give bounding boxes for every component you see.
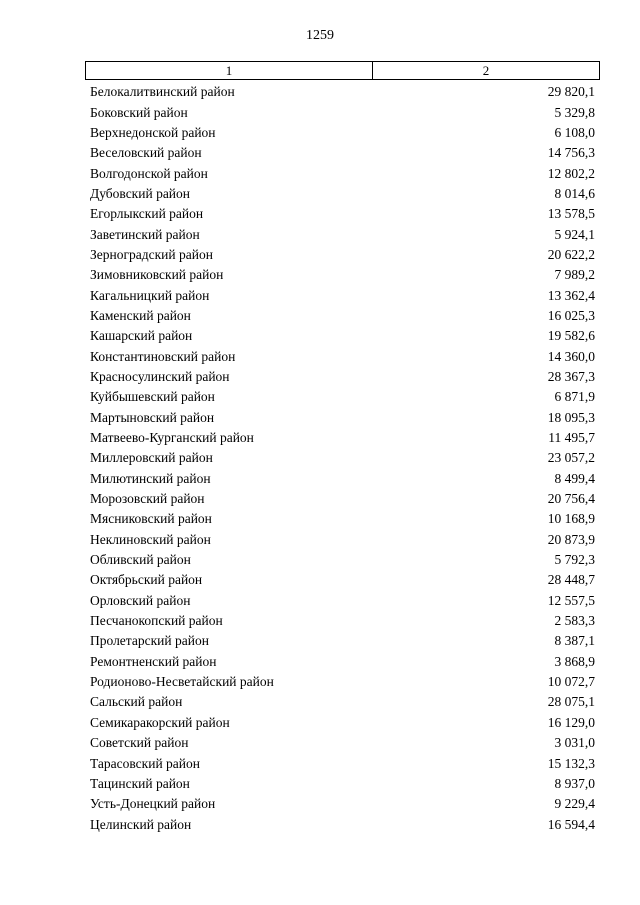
district-value: 5 792,3 [554, 552, 595, 568]
table-row [90, 184, 595, 204]
table-row [90, 652, 595, 672]
column-header-2: 2 [482, 62, 490, 78]
table-row [90, 753, 595, 773]
district-name: Константиновский район [90, 348, 236, 364]
table-body [90, 82, 595, 835]
district-value: 16 594,4 [547, 816, 595, 832]
table-row [90, 387, 595, 407]
table-row [90, 469, 595, 489]
district-name: Кашарский район [90, 328, 193, 344]
district-value: 6 108,0 [554, 124, 595, 140]
district-value: 5 924,1 [554, 226, 595, 242]
district-name: Верхнедонской район [90, 124, 216, 140]
district-value: 8 387,1 [554, 633, 595, 649]
table-row [90, 224, 595, 244]
district-name: Миллеровский район [90, 450, 213, 466]
district-name: Веселовский район [90, 145, 202, 161]
table-row [90, 306, 595, 326]
table-row [90, 591, 595, 611]
district-value: 7 989,2 [554, 267, 595, 283]
district-name: Зимовниковский район [90, 267, 224, 283]
district-name: Неклиновский район [90, 531, 211, 547]
district-value: 2 583,3 [554, 613, 595, 629]
district-value: 12 802,2 [547, 165, 595, 181]
district-name: Дубовский район [90, 185, 191, 201]
district-name: Обливский район [90, 552, 191, 568]
table-row [90, 448, 595, 468]
table-row [90, 285, 595, 305]
district-value: 8 937,0 [554, 775, 595, 791]
district-value: 6 871,9 [554, 389, 595, 405]
district-name: Сальский район [90, 694, 183, 710]
district-value: 16 129,0 [547, 714, 595, 730]
table-row [90, 82, 595, 102]
table-row [90, 489, 595, 509]
district-name: Орловский район [90, 592, 191, 608]
district-name: Куйбышевский район [90, 389, 215, 405]
table-row [90, 794, 595, 814]
district-name: Тацинский район [90, 775, 190, 791]
district-value: 28 075,1 [547, 694, 595, 710]
district-name: Матвеево-Курганский район [90, 430, 254, 446]
district-name: Заветинский район [90, 226, 200, 242]
district-value: 23 057,2 [547, 450, 595, 466]
district-value: 20 756,4 [547, 491, 595, 507]
table-row [90, 631, 595, 651]
table-row [90, 713, 595, 733]
district-name: Семикаракорский район [90, 714, 230, 730]
district-name: Егорлыкский район [90, 206, 204, 222]
table-row [90, 692, 595, 712]
page-number: 1259 [306, 28, 334, 43]
table-row [90, 204, 595, 224]
district-value: 12 557,5 [547, 592, 595, 608]
district-value: 28 448,7 [547, 572, 595, 588]
table-row [90, 245, 595, 265]
district-name: Пролетарский район [90, 633, 209, 649]
district-name: Мартыновский район [90, 409, 215, 425]
district-value: 9 229,4 [554, 796, 595, 812]
district-value: 13 578,5 [547, 206, 595, 222]
district-value: 18 095,3 [547, 409, 595, 425]
district-name: Кагальницкий район [90, 287, 210, 303]
district-name: Ремонтненский район [90, 653, 217, 669]
district-name: Белокалитвинский район [90, 84, 235, 100]
district-value: 11 495,7 [548, 430, 595, 446]
table-row [90, 428, 595, 448]
district-name: Советский район [90, 735, 189, 751]
district-value: 3 031,0 [554, 735, 595, 751]
district-value: 10 072,7 [547, 674, 595, 690]
table-row [90, 163, 595, 183]
district-name: Зерноградский район [90, 246, 213, 262]
table-row [90, 143, 595, 163]
district-value: 5 329,8 [554, 104, 595, 120]
table-row [90, 408, 595, 428]
district-value: 14 360,0 [547, 348, 595, 364]
district-value: 20 622,2 [547, 246, 595, 262]
district-name: Октябрьский район [90, 572, 203, 588]
table-row [90, 570, 595, 590]
district-name: Волгодонской район [90, 165, 208, 181]
table-row [90, 672, 595, 692]
table-row [90, 530, 595, 550]
district-name: Милютинский район [90, 470, 211, 486]
table-row [90, 367, 595, 387]
district-name: Каменский район [90, 307, 191, 323]
district-value: 8 499,4 [554, 470, 595, 486]
table-row [90, 123, 595, 143]
district-name: Усть-Донецкий район [90, 796, 216, 812]
table-row [90, 774, 595, 794]
district-name: Родионово-Несветайский район [90, 674, 274, 690]
column-header-1: 1 [86, 62, 373, 79]
table-row [90, 102, 595, 122]
district-value: 13 362,4 [547, 287, 595, 303]
district-value: 10 168,9 [547, 511, 595, 527]
district-value: 28 367,3 [547, 368, 595, 384]
table-row [90, 814, 595, 834]
table-row [90, 733, 595, 753]
district-name: Песчанокопский район [90, 613, 223, 629]
district-value: 19 582,6 [547, 328, 595, 344]
district-value: 14 756,3 [547, 145, 595, 161]
district-name: Боковский район [90, 104, 188, 120]
district-name: Тарасовский район [90, 755, 200, 771]
district-value: 16 025,3 [547, 307, 595, 323]
district-value: 15 132,3 [547, 755, 595, 771]
table-row [90, 326, 595, 346]
district-name: Морозовский район [90, 491, 205, 507]
table-row [90, 265, 595, 285]
table-row [90, 550, 595, 570]
district-name: Мясниковский район [90, 511, 212, 527]
district-value: 29 820,1 [547, 84, 595, 100]
table-row [90, 346, 595, 366]
table-header [85, 61, 600, 80]
table-row [90, 509, 595, 529]
district-name: Целинский район [90, 816, 192, 832]
district-value: 3 868,9 [554, 653, 595, 669]
district-name: Красносулинский район [90, 368, 230, 384]
district-value: 20 873,9 [547, 531, 595, 547]
table-row [90, 611, 595, 631]
district-value: 8 014,6 [554, 185, 595, 201]
